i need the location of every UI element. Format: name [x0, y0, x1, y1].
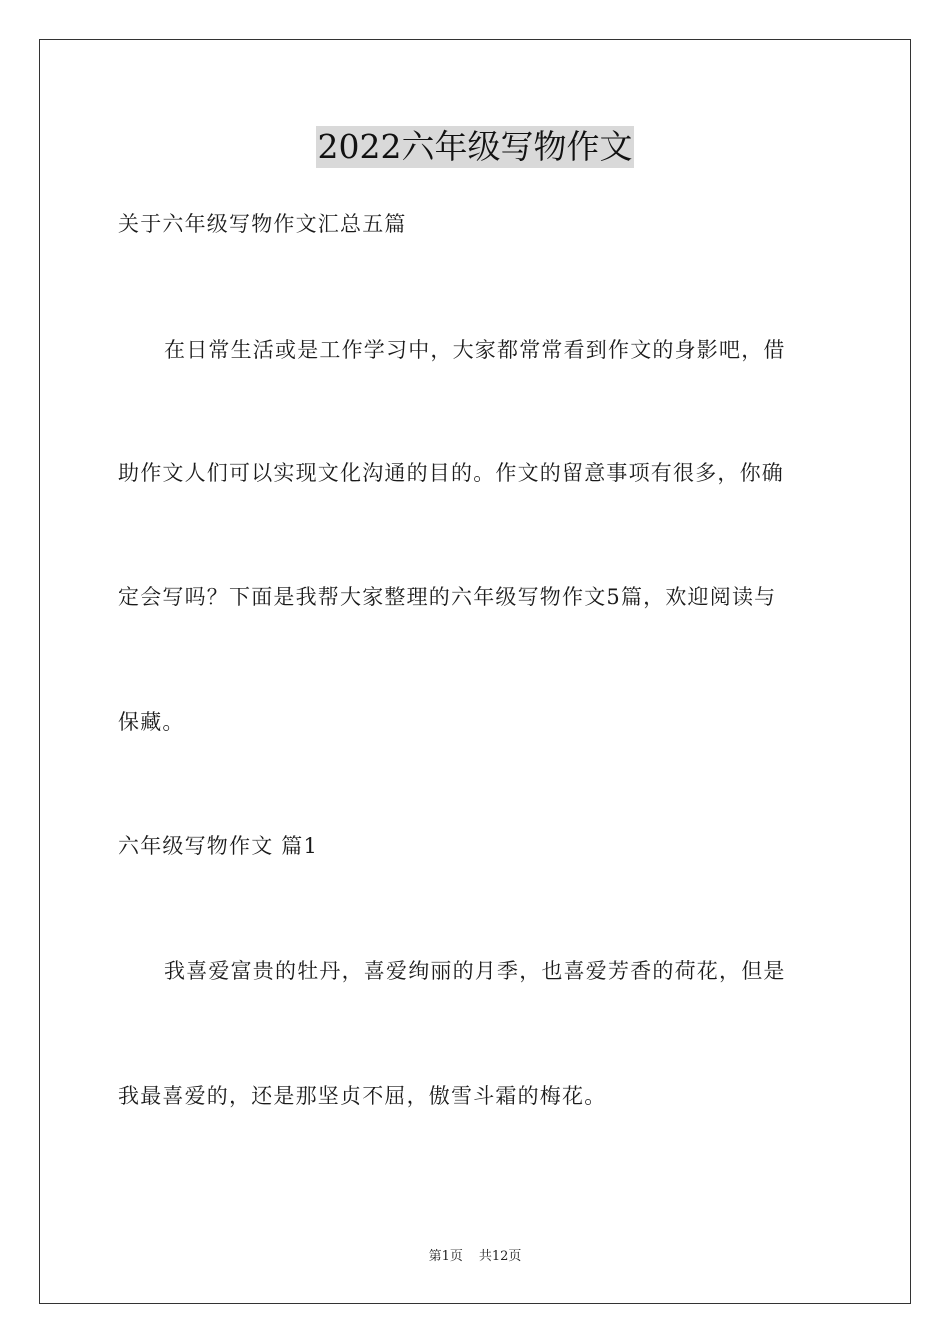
document-subtitle: 关于六年级写物作文汇总五篇	[118, 212, 407, 236]
intro-line-4: 保藏。	[118, 710, 185, 734]
body-line-2: 我最喜爱的，还是那坚贞不屈，傲雪斗霜的梅花。	[118, 1084, 607, 1108]
page-number: 第1页	[428, 1249, 463, 1264]
page-total: 共12页	[478, 1249, 522, 1264]
page-footer	[0, 1248, 950, 1266]
title-container	[0, 126, 950, 168]
intro-line-1: 在日常生活或是工作学习中，大家都常常看到作文的身影吧，借	[164, 338, 786, 362]
intro-line-3: 定会写吗？下面是我帮大家整理的六年级写物作文5篇，欢迎阅读与	[118, 585, 777, 609]
section-heading: 六年级写物作文 篇1	[118, 834, 319, 858]
intro-line-2: 助作文人们可以实现文化沟通的目的。作文的留意事项有很多，你确	[118, 461, 784, 485]
body-line-1: 我喜爱富贵的牡丹，喜爱绚丽的月季，也喜爱芳香的荷花，但是	[164, 959, 786, 983]
document-title: 2022六年级写物作文	[317, 127, 633, 166]
